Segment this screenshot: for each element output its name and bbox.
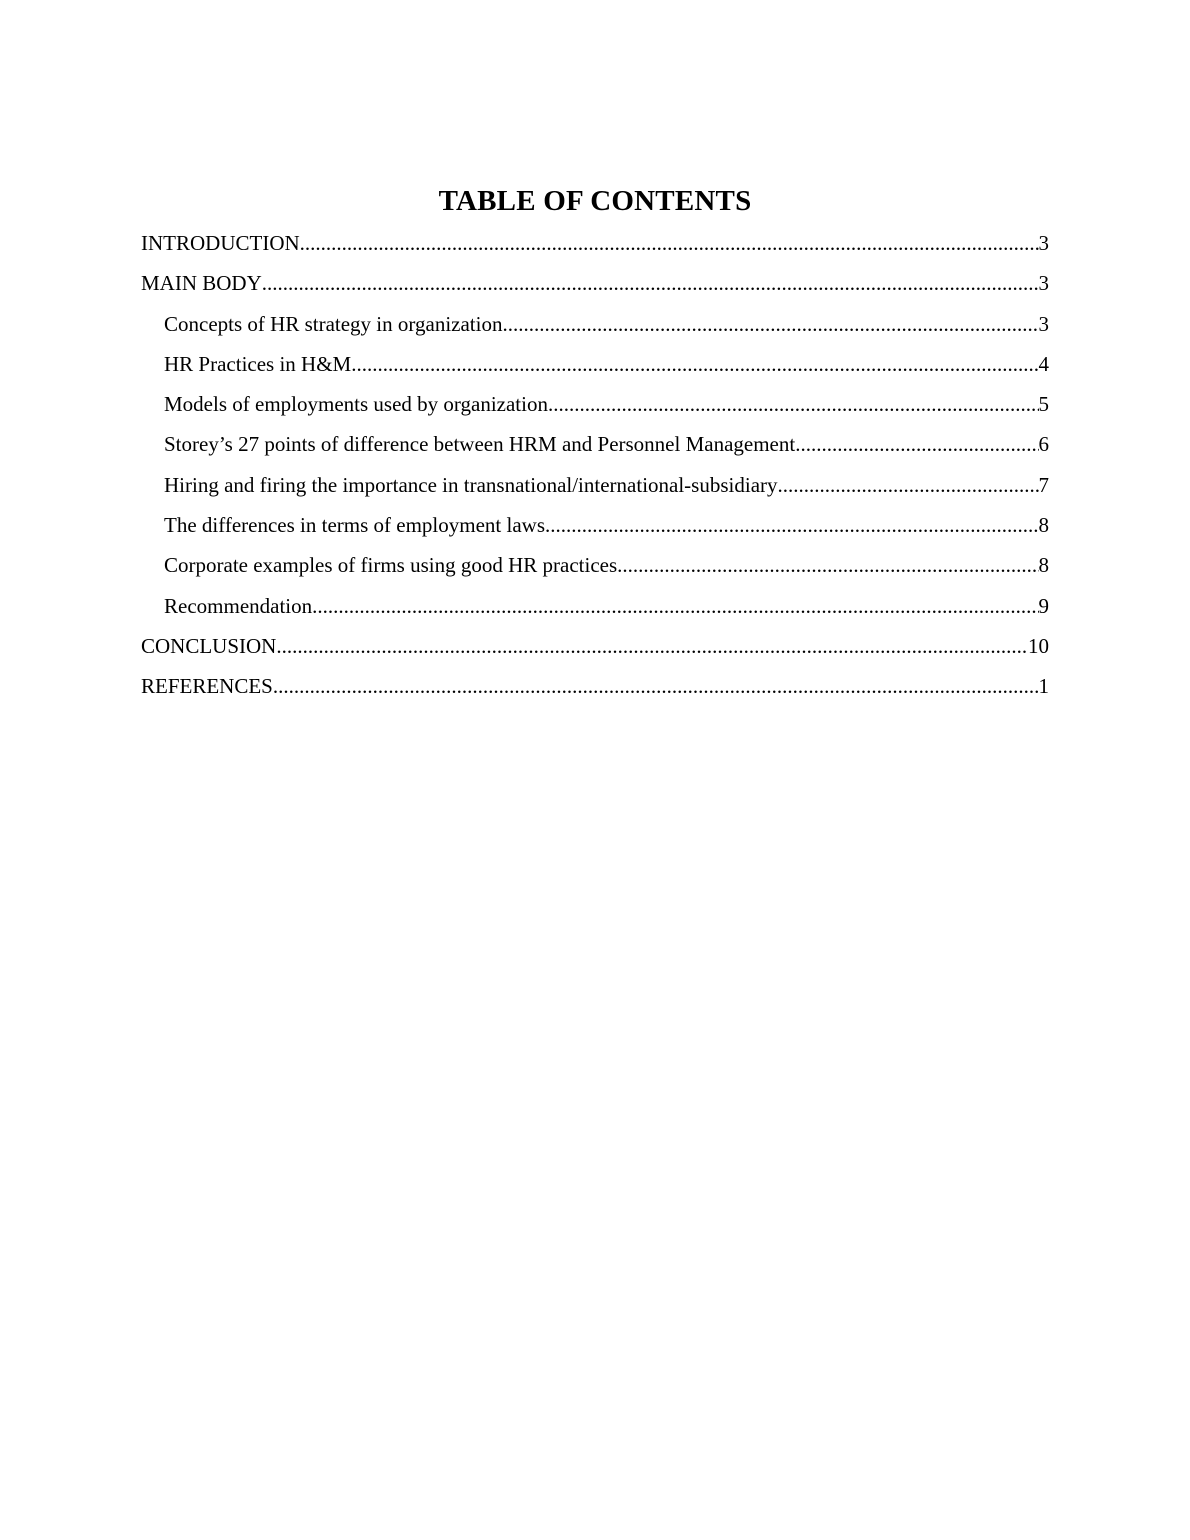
toc-dot-leader (548, 389, 1039, 419)
toc-dot-leader (545, 510, 1039, 540)
toc-dot-leader (262, 268, 1039, 298)
toc-entry-page-number: 3 (1038, 271, 1049, 296)
toc-entry-page-number: 5 (1038, 392, 1049, 417)
toc-entry-label: Concepts of HR strategy in organization (164, 311, 503, 336)
toc-entry-page-number: 3 (1038, 311, 1049, 336)
toc-entry-storey-27-points[interactable] (141, 429, 1049, 469)
table-of-contents (141, 228, 1049, 712)
toc-entry-label: Recommendation (164, 593, 313, 618)
toc-entry-page-number: 8 (1038, 553, 1049, 578)
toc-entry-hiring-and-firing[interactable] (141, 470, 1049, 510)
toc-dot-leader (778, 470, 1039, 500)
toc-dot-leader (273, 671, 1039, 701)
toc-entry-page-number: 10 (1028, 633, 1049, 658)
toc-dot-leader (351, 349, 1038, 379)
toc-entry-label: MAIN BODY (141, 271, 262, 296)
toc-dot-leader (276, 631, 1028, 661)
toc-dot-leader (312, 591, 1038, 621)
page-title: TABLE OF CONTENTS (438, 185, 752, 218)
toc-dot-leader (300, 228, 1039, 258)
toc-entry-recommendation[interactable] (141, 591, 1049, 631)
toc-entry-introduction[interactable] (141, 228, 1049, 268)
toc-entry-label: Storey’s 27 points of difference between HRM and Personnel Management (164, 432, 796, 457)
toc-entry-page-number: 1 (1038, 674, 1049, 699)
toc-entry-employment-laws[interactable] (141, 510, 1049, 550)
toc-entry-label: REFERENCES (141, 674, 273, 699)
toc-dot-leader (617, 550, 1038, 580)
toc-entry-page-number: 4 (1038, 351, 1049, 376)
toc-entry-label: The differences in terms of employment laws (164, 513, 545, 538)
toc-entry-page-number: 6 (1038, 432, 1049, 457)
toc-entry-conclusion[interactable] (141, 631, 1049, 671)
toc-entry-label: Hiring and firing the importance in transnational/international-subsidiary (164, 472, 778, 497)
toc-entry-page-number: 9 (1038, 593, 1049, 618)
toc-entry-hr-practices[interactable] (141, 349, 1049, 389)
toc-entry-label: HR Practices in H&M (164, 351, 352, 376)
toc-entry-label: CONCLUSION (141, 633, 277, 658)
toc-entry-hr-strategy-concepts[interactable] (141, 309, 1049, 349)
toc-entry-employment-models[interactable] (141, 389, 1049, 429)
toc-dot-leader (795, 429, 1038, 459)
toc-entry-label: Models of employments used by organization (164, 392, 548, 417)
toc-entry-corporate-examples[interactable] (141, 550, 1049, 590)
toc-entry-main-body[interactable] (141, 268, 1049, 308)
toc-entry-label: INTRODUCTION (141, 231, 300, 255)
toc-entry-label: Corporate examples of firms using good HR practices (164, 553, 618, 578)
toc-entry-references[interactable] (141, 671, 1049, 711)
toc-entry-page-number: 3 (1038, 231, 1049, 255)
toc-entry-page-number: 8 (1038, 513, 1049, 538)
toc-entry-page-number: 7 (1038, 472, 1049, 497)
toc-dot-leader (502, 309, 1038, 339)
